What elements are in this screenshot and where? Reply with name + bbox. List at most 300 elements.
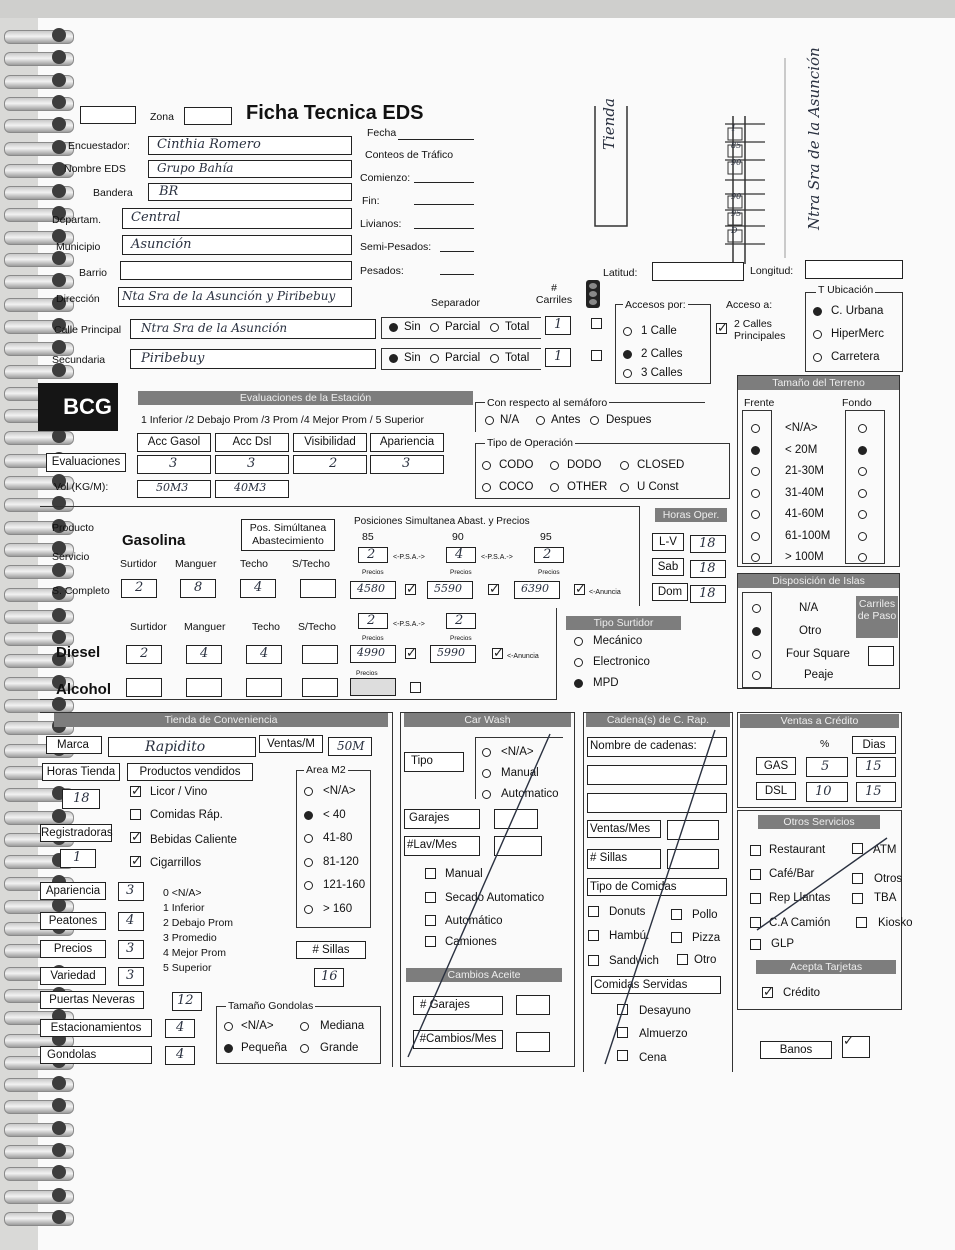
binding-hole <box>52 1076 66 1090</box>
islas-na-label: N/A <box>799 602 819 614</box>
prod-licor-label: Licor / Vino <box>150 786 208 798</box>
surtidor-electronico-label: Electronico <box>593 656 650 668</box>
sep-sin-label-2: Sin <box>404 352 421 364</box>
semaforo-principal-check[interactable] <box>591 318 602 329</box>
semaforo-na-radio[interactable] <box>485 416 494 425</box>
bandera-field[interactable]: BR <box>148 183 352 201</box>
tarjeta-credito-check[interactable] <box>762 987 773 998</box>
credito-gas-dias[interactable]: 15 <box>856 757 896 777</box>
diesel-col-manguer: Manguer <box>184 621 226 633</box>
precios-3: Precios <box>538 569 560 576</box>
neveras-label: Puertas Neveras <box>40 991 144 1009</box>
terreno-fondo-col <box>845 410 885 564</box>
gondola-grande-radio[interactable] <box>300 1044 309 1053</box>
surtidor-electronico-radio[interactable] <box>574 658 583 667</box>
diesel-precios-2: Precios <box>450 635 472 642</box>
precios-1: Precios <box>362 569 384 576</box>
sep-total-label: Total <box>505 321 530 333</box>
gondolas-label: Gondolas <box>40 1046 152 1064</box>
carriles-paso-label: Carriles de Paso <box>856 596 898 638</box>
municipio-label: Municipio <box>56 241 101 253</box>
gasolina-title: Gasolina <box>122 532 186 549</box>
sillas-field[interactable]: 16 <box>314 968 344 987</box>
terreno-frente-col <box>742 410 772 564</box>
horas-tienda-label: Horas Tienda <box>42 763 120 781</box>
cw-manual-label: Manual <box>445 868 483 880</box>
pesados-label: Pesados: <box>360 265 404 277</box>
alcohol-precio[interactable] <box>350 678 396 696</box>
marca-field[interactable]: Rapidito <box>108 737 256 757</box>
id-field[interactable] <box>80 106 136 124</box>
gas-manguer-field[interactable]: 8 <box>180 579 216 598</box>
terreno-frente-radio[interactable] <box>751 532 760 541</box>
semipesados-field[interactable] <box>440 251 474 252</box>
terreno-row-label: > 100M <box>785 551 824 563</box>
serv-llantas-label: Rep Llantas <box>769 892 831 904</box>
area-radio[interactable] <box>304 881 313 890</box>
acceso-1calle-label: 1 Calle <box>641 325 677 337</box>
islas-header: Disposición de Islas <box>738 574 899 588</box>
horas-lv-label: L-V <box>652 533 684 551</box>
credito-dsl-label: DSL <box>756 782 796 800</box>
ventas-label: Ventas/M <box>259 735 323 753</box>
surtidor-mecanico-radio[interactable] <box>574 637 583 646</box>
terreno-frente-label: Frente <box>744 397 775 409</box>
op-uconst-label: U Const <box>637 481 679 493</box>
prod-bebidas-label: Bebidas Caliente <box>150 834 237 846</box>
semaforo-secundaria-check[interactable] <box>591 350 602 361</box>
anuncia-label-diesel: <-Anuncia <box>507 653 539 660</box>
op-dodo-label: DODO <box>567 459 602 471</box>
municipio-field[interactable]: Asunción <box>122 235 352 255</box>
cw-automatico-label: Automático <box>445 915 503 927</box>
direccion-field[interactable]: Nta Sra de la Asunción y Piribebuy <box>118 287 352 307</box>
separador-label: Separador <box>431 297 481 309</box>
fin-label: Fin: <box>362 195 380 207</box>
horas-header: Horas Oper. <box>655 508 727 522</box>
servicio-label: Servicio <box>52 551 90 563</box>
livianos-field[interactable] <box>414 228 474 229</box>
operacion-title: Tipo de Operación <box>487 437 573 449</box>
diesel-col-stecho: S/Techo <box>298 621 336 633</box>
diesel-anuncia-2[interactable] <box>492 648 503 659</box>
gas-techo-field[interactable]: 4 <box>240 579 276 598</box>
semaforo-na-label: N/A <box>500 414 520 426</box>
area-radio[interactable] <box>304 905 313 914</box>
gondola-pequena-radio[interactable] <box>224 1044 233 1053</box>
sillas-label: # Sillas <box>296 941 366 959</box>
gondola-na-label: <N/A> <box>241 1020 274 1032</box>
horas-lv-field[interactable]: 18 <box>690 535 726 553</box>
eval-acc-gasol-field[interactable]: 3 <box>137 455 211 474</box>
tienda-header: Tienda de Conveniencia <box>54 713 388 727</box>
sep-principal-total-radio[interactable] <box>490 323 499 332</box>
terreno-frente-radio[interactable] <box>751 489 760 498</box>
credito-dias-label: Dias <box>852 736 896 754</box>
sep-principal-sin-radio[interactable] <box>389 323 398 332</box>
desk-background <box>0 0 955 18</box>
op-dodo-radio[interactable] <box>550 461 559 470</box>
registradoras-field[interactable]: 1 <box>60 849 96 868</box>
vol-label: Vol (KG/M): <box>54 481 109 493</box>
cadenas-header: Cadena(s) de C. Rap. <box>586 713 730 727</box>
ventas-field[interactable]: 50M <box>328 737 372 756</box>
serv-atm-label: ATM <box>873 844 897 856</box>
psa-1: <-P.S.A.-> <box>393 554 425 561</box>
anuncia-label-gas: <-Anuncia <box>589 589 621 596</box>
conteos-label: Conteos de Tráfico <box>365 149 454 161</box>
peatones-label: Peatones <box>40 912 106 930</box>
semaforo-antes-label: Antes <box>551 414 581 426</box>
semipesados-label: Semi-Pesados: <box>360 241 432 253</box>
tarjeta-credito-label: Crédito <box>783 987 821 999</box>
serv-otros-label: Otros <box>874 873 903 885</box>
terreno-frente-radio[interactable] <box>751 510 760 519</box>
diesel-anuncia-1[interactable] <box>405 648 416 659</box>
gas-precio-90[interactable]: 5590 <box>427 581 473 599</box>
ubicacion-carretera-radio[interactable] <box>813 353 822 362</box>
acceso-3calles-radio[interactable] <box>623 369 632 378</box>
psa-2: <-P.S.A.-> <box>481 554 513 561</box>
comienzo-field[interactable] <box>414 182 474 183</box>
encuestador-label: Encuestador: <box>68 140 130 152</box>
calle-secundaria-field[interactable]: Piribebuy <box>130 349 376 369</box>
carwash-header: Car Wash <box>404 713 571 727</box>
latitud-field[interactable] <box>652 262 744 281</box>
binding-hole <box>52 1143 66 1157</box>
semaforo-despues-radio[interactable] <box>590 416 599 425</box>
comida-pizza-label: Pizza <box>692 932 721 944</box>
gas-precio-85[interactable]: 4580 <box>350 581 396 599</box>
diesel-manguer-field[interactable]: 4 <box>186 645 222 664</box>
cambios-garajes-label: # Garajes <box>413 996 503 1015</box>
sep-secundaria-sin-radio[interactable] <box>389 354 398 363</box>
gondola-grande-label: Grande <box>320 1042 359 1054</box>
marca-label: Marca <box>46 736 102 754</box>
binding-hole <box>52 95 66 109</box>
sep-sin-label: Sin <box>404 321 421 333</box>
completo-label: S. Completo <box>52 585 110 597</box>
alcohol-stecho-field[interactable] <box>302 678 338 697</box>
producto-label: Producto <box>52 522 95 534</box>
barrio-label: Barrio <box>79 267 108 279</box>
peatones-field[interactable]: 4 <box>118 912 144 931</box>
op-closed-radio[interactable] <box>620 461 629 470</box>
gas-anuncia-95[interactable] <box>574 584 585 595</box>
credito-pct-label: % <box>820 738 830 750</box>
terreno-row-label: <N/A> <box>785 422 818 434</box>
vol-gasol-field[interactable]: 50M3 <box>137 480 211 498</box>
carriles-paso-field[interactable] <box>868 646 894 666</box>
bcg-logo: BCG <box>38 383 118 431</box>
prod-licor-check[interactable] <box>130 786 141 797</box>
gondola-pequena-label: Pequeña <box>241 1042 288 1054</box>
latitud-label: Latitud: <box>603 267 638 279</box>
gas-stecho-field[interactable] <box>300 579 336 598</box>
carwash-tipo-label: Tipo <box>404 752 464 772</box>
scale-legend-item: 0 <N/A> <box>163 887 202 899</box>
scale-legend-item: 1 Inferior <box>163 902 205 914</box>
area-label: <N/A> <box>323 785 356 797</box>
islas-otro-radio[interactable] <box>752 627 761 636</box>
diesel-precio-1[interactable]: 4990 <box>350 645 396 663</box>
credito-gas-label: GAS <box>756 757 796 775</box>
gas-anuncia-85[interactable] <box>405 584 416 595</box>
zona-field[interactable] <box>184 107 232 125</box>
servida-cena-label: Cena <box>639 1052 667 1064</box>
eval-acc-dsl-field[interactable]: 3 <box>215 455 289 474</box>
ubicacion-hipermerc-radio[interactable] <box>813 330 822 339</box>
alcohol-manguer-field[interactable] <box>186 678 222 697</box>
col-surtidor: Surtidor <box>120 558 157 570</box>
evaluaciones-header: Evaluaciones de la Estación <box>138 391 473 405</box>
servicios-strikeout <box>737 810 902 1010</box>
ubicacion-urbana-radio[interactable] <box>813 307 822 316</box>
carwash-garajes-label: Garajes <box>404 809 480 829</box>
pos-header: Posiciones Simultanea Abast. y Precios <box>354 516 530 527</box>
acceso-2calles-radio[interactable] <box>623 350 632 359</box>
gas-surtidor-field[interactable]: 2 <box>121 579 157 598</box>
barrio-field[interactable] <box>120 261 352 280</box>
sketch-pump-5: 95 <box>731 209 742 218</box>
credito-gas-pct[interactable]: 5 <box>806 757 848 777</box>
comida-pollo-label: Pollo <box>692 909 718 921</box>
surtidor-mecanico-label: Mecánico <box>593 635 643 647</box>
servida-almuerzo-label: Almuerzo <box>639 1028 688 1040</box>
binding-hole <box>52 1188 66 1202</box>
semaforo-antes-radio[interactable] <box>536 416 545 425</box>
horas-dom-field[interactable]: 18 <box>690 585 726 603</box>
horas-sab-field[interactable]: 18 <box>690 560 726 578</box>
area-radio[interactable] <box>304 858 313 867</box>
horas-tienda-field[interactable]: 18 <box>62 789 100 809</box>
binding-hole <box>52 1121 66 1135</box>
diesel-pos-2[interactable]: 2 <box>446 613 476 629</box>
col-visibilidad: Visibilidad <box>293 433 367 452</box>
semaforo-despues-label: Despues <box>606 414 652 426</box>
col-stecho: S/Techo <box>292 558 330 570</box>
area-label: < 40 <box>323 808 346 821</box>
binding-hole <box>52 140 66 154</box>
direccion-label: Dirección <box>56 293 100 305</box>
terreno-header: Tamaño del Terreno <box>738 376 899 390</box>
diesel-surtidor-field[interactable]: 2 <box>126 645 162 664</box>
gas-pos-85[interactable]: 2 <box>358 547 388 563</box>
islas-foursquare-radio[interactable] <box>752 650 761 659</box>
precios-field[interactable]: 3 <box>118 940 144 959</box>
op-codo-radio[interactable] <box>482 461 491 470</box>
acceso-1calle-radio[interactable] <box>623 327 632 336</box>
carriles-principal-field[interactable]: 1 <box>545 316 571 335</box>
gondola-mediana-label: Mediana <box>320 1020 365 1032</box>
acceso-2calles-label: 2 Calles <box>641 348 683 360</box>
gas-precio-95[interactable]: 6390 <box>514 581 560 599</box>
terreno-fondo-radio[interactable] <box>858 553 867 562</box>
eval-apariencia-field[interactable]: 3 <box>370 455 444 474</box>
octano-90: 90 <box>452 531 464 543</box>
surtidor-header: Tipo Surtidor <box>566 616 681 630</box>
op-closed-label: CLOSED <box>637 459 685 471</box>
banos-check[interactable] <box>842 1036 870 1058</box>
cambios-header: Cambios Aceite <box>406 968 562 982</box>
terreno-row-label: 61-100M <box>785 529 831 542</box>
cw-camiones-label: Camiones <box>445 936 497 948</box>
ubicacion-title: T Ubicación <box>818 284 874 296</box>
alcohol-surtidor-field[interactable] <box>126 678 162 697</box>
carwash-strikeout <box>400 712 575 1067</box>
islas-peaje-radio[interactable] <box>752 671 761 680</box>
ubicacion-hipermerc-label: HiperMerc <box>831 328 885 340</box>
pesados-field[interactable] <box>440 274 474 275</box>
departamento-field[interactable]: Central <box>122 208 352 229</box>
serv-restaurant-label: Restaurant <box>769 844 826 856</box>
prod-comidas-check[interactable] <box>130 809 141 820</box>
page-title: Ficha Tecnica EDS <box>246 102 424 124</box>
area-label: > 160 <box>323 902 353 915</box>
departamento-label: Departam. <box>52 214 102 226</box>
acceso-2calles-principales-check[interactable] <box>716 323 727 334</box>
credito-dsl-dias[interactable]: 15 <box>856 782 896 802</box>
diesel-psa: <-P.S.A.-> <box>393 621 425 628</box>
area-label: 121-160 <box>323 879 366 891</box>
terreno-fondo-radio[interactable] <box>858 424 867 433</box>
op-coco-radio[interactable] <box>482 483 491 492</box>
gondolas-size-group <box>216 1006 381 1064</box>
diesel-col-surtidor: Surtidor <box>130 621 167 633</box>
terreno-fondo-radio[interactable] <box>858 532 867 541</box>
terreno-fondo-label: Fondo <box>842 397 872 409</box>
precios-label: Precios <box>40 940 106 958</box>
neveras-field[interactable]: 12 <box>172 992 202 1011</box>
vol-dsl-field[interactable]: 40M3 <box>215 480 289 498</box>
terreno-fondo-radio[interactable] <box>858 489 867 498</box>
terreno-fondo-radio[interactable] <box>858 510 867 519</box>
sep-parcial-label: Parcial <box>445 321 481 333</box>
terreno-fondo-radio[interactable] <box>858 446 867 455</box>
apariencia-field[interactable]: 3 <box>118 882 144 901</box>
calle-principal-field[interactable]: Ntra Sra de la Asunción <box>130 319 376 339</box>
terreno-fondo-radio[interactable] <box>858 467 867 476</box>
zona-label: Zona <box>150 111 174 123</box>
op-other-label: OTHER <box>567 481 608 493</box>
sep-secundaria-total-radio[interactable] <box>490 354 499 363</box>
alcohol-anuncia[interactable] <box>410 682 421 693</box>
sketch-pump-4: 90 <box>731 192 742 201</box>
cambios-mes-label: #Cambios/Mes <box>413 1030 503 1049</box>
col-acc-dsl: Acc Dsl <box>215 433 289 452</box>
servicios-header: Otros Servicios <box>758 815 880 829</box>
diesel-col-techo: Techo <box>252 621 281 633</box>
prod-cigarrillos-check[interactable] <box>130 856 141 867</box>
horas-dom-label: Dom <box>652 583 688 601</box>
diesel-pos-1[interactable]: 2 <box>358 613 388 629</box>
terreno-row-label: < 20M <box>785 443 818 456</box>
terreno-frente-radio[interactable] <box>751 424 760 433</box>
diesel-techo-field[interactable]: 4 <box>246 645 282 664</box>
cadenas-ventas-label: Ventas/Mes <box>587 820 661 838</box>
prod-bebidas-check[interactable] <box>130 832 141 843</box>
area-radio[interactable] <box>304 834 313 843</box>
op-other-radio[interactable] <box>550 483 559 492</box>
eval-visibilidad-field[interactable]: 2 <box>293 455 367 474</box>
credito-dsl-pct[interactable]: 10 <box>806 782 848 802</box>
binding-hole <box>52 1210 66 1224</box>
gas-pos-95[interactable]: 2 <box>534 547 564 563</box>
diesel-precios-1: Precios <box>362 635 384 642</box>
islas-otro-label: Otro <box>799 625 822 637</box>
livianos-label: Livianos: <box>360 218 402 230</box>
gas-anuncia-90[interactable] <box>488 584 499 595</box>
scale-legend-item: 4 Mejor Prom <box>163 947 227 959</box>
cadenas-strikeout <box>583 712 733 1072</box>
sep-principal-parcial-radio[interactable] <box>430 323 439 332</box>
diesel-title: Diesel <box>56 644 101 661</box>
islas-na-radio[interactable] <box>752 604 761 613</box>
terreno-frente-radio[interactable] <box>751 467 760 476</box>
gondola-mediana-radio[interactable] <box>300 1022 309 1031</box>
sep-secundaria-parcial-radio[interactable] <box>430 354 439 363</box>
comidas-servidas-label: Comidas Servidas <box>591 976 721 994</box>
productos-label: Productos vendidos <box>127 763 253 781</box>
terreno-row-label: 41-60M <box>785 508 824 520</box>
nombre-eds-field[interactable]: Grupo Bahía <box>148 160 352 178</box>
nombre-eds-label: Nombre EDS <box>64 163 126 175</box>
longitud-label: Longitud: <box>750 265 794 277</box>
gas-pos-90[interactable]: 4 <box>446 547 476 563</box>
area-label: 81-120 <box>323 855 359 868</box>
area-title: Area M2 <box>306 764 346 776</box>
variedad-field[interactable]: 3 <box>118 967 144 986</box>
op-codo-label: CODO <box>499 459 534 471</box>
diesel-precio-2[interactable]: 5990 <box>430 645 476 663</box>
carriles-secundaria-field[interactable]: 1 <box>545 348 571 367</box>
terreno-frente-radio[interactable] <box>751 553 760 562</box>
area-radio[interactable] <box>304 787 313 796</box>
surtidor-mpd-label: MPD <box>593 677 619 689</box>
accesos-title: Accesos por: <box>625 299 686 311</box>
alcohol-techo-field[interactable] <box>246 678 282 697</box>
diesel-stecho-field[interactable] <box>302 645 338 664</box>
acceso-3calles-label: 3 Calles <box>641 367 683 379</box>
op-uconst-radio[interactable] <box>620 483 629 492</box>
gondolas-field[interactable]: 4 <box>165 1046 195 1065</box>
apariencia-label: Apariencia <box>40 882 106 900</box>
surtidor-mpd-radio[interactable] <box>574 679 583 688</box>
terreno-row-label: 21-30M <box>785 465 824 477</box>
sketch-pump-2: 85 <box>731 141 742 150</box>
area-radio[interactable] <box>304 811 313 820</box>
encuestador-field[interactable]: Cinthia Romero <box>148 136 352 155</box>
banos-label: Banos <box>760 1041 832 1059</box>
terreno-frente-radio[interactable] <box>751 446 760 455</box>
estacionamientos-field[interactable]: 4 <box>165 1019 195 1038</box>
prod-comidas-label: Comidas Ráp. <box>150 809 223 821</box>
acceso-a-label: Acceso a: <box>726 299 773 311</box>
fecha-field[interactable] <box>398 139 474 140</box>
terreno-row-label: 31-40M <box>785 486 824 499</box>
pos-simultanea-label: Pos. Simúltanea Abastecimiento <box>241 519 335 551</box>
sketch-tienda-label: Tienda <box>600 98 618 150</box>
prod-cigarrillos-label: Cigarrillos <box>150 857 202 869</box>
variedad-label: Variedad <box>40 967 106 985</box>
cw-secado-label: Secado Automatico <box>445 892 545 904</box>
gondola-na-radio[interactable] <box>224 1022 233 1031</box>
cadenas-sillas-label: # Sillas <box>587 849 661 869</box>
alcohol-precios: Precios <box>356 670 378 677</box>
longitud-field[interactable] <box>805 260 903 279</box>
fin-field[interactable] <box>414 204 474 205</box>
col-techo: Techo <box>240 558 269 570</box>
